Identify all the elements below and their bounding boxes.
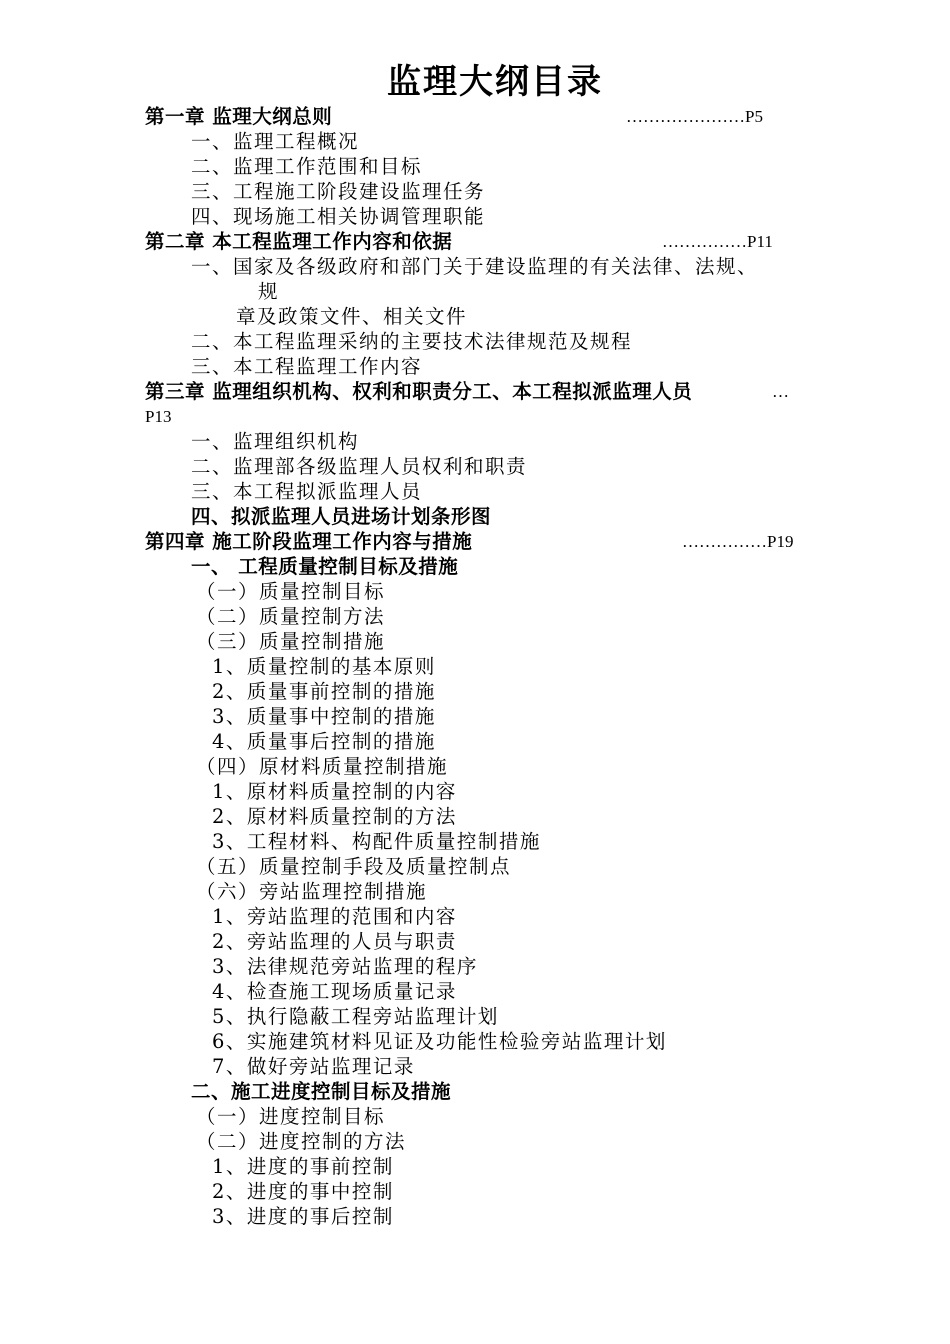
toc-chapter-1: 第一章 监理大纲总则 [145, 105, 333, 128]
toc-chapter-2-page: ……………P11 [662, 232, 773, 251]
toc-chapter-4: 第四章 施工阶段监理工作内容与措施 [145, 530, 473, 553]
toc-item: 二、本工程监理采纳的主要技术法律规范及规程 [191, 330, 633, 353]
toc-item: 1、旁站监理的范围和内容 [212, 905, 457, 928]
toc-section: 二、施工进度控制目标及措施 [191, 1080, 452, 1103]
toc-item: 6、实施建筑材料见证及功能性检验旁站监理计划 [212, 1030, 667, 1053]
toc-item: 一、国家及各级政府和部门关于建设监理的有关法律、法规、 [191, 255, 759, 278]
toc-item: 3、进度的事后控制 [212, 1205, 394, 1228]
toc-item: 2、旁站监理的人员与职责 [212, 930, 457, 953]
toc-item: 1、质量控制的基本原则 [212, 655, 436, 678]
toc-item: 四、现场施工相关协调管理职能 [191, 205, 486, 228]
toc-item: 4、质量事后控制的措施 [212, 730, 436, 753]
toc-section: 一、 工程质量控制目标及措施 [191, 555, 459, 578]
toc-item: 三、工程施工阶段建设监理任务 [191, 180, 486, 203]
toc-item: （四）原材料质量控制措施 [196, 755, 449, 778]
toc-chapter-2: 第二章 本工程监理工作内容和依据 [145, 230, 453, 253]
toc-item: 二、监理部各级监理人员权利和职责 [191, 455, 528, 478]
toc-item: 三、本工程监理工作内容 [191, 355, 423, 378]
toc-item: 3、质量事中控制的措施 [212, 705, 436, 728]
toc-item: 2、原材料质量控制的方法 [212, 805, 457, 828]
toc-item: （一）进度控制目标 [196, 1105, 386, 1128]
toc-item: 1、进度的事前控制 [212, 1155, 394, 1178]
toc-item: （六）旁站监理控制措施 [196, 880, 428, 903]
toc-chapter-3-page: P13 [145, 407, 172, 426]
toc-item: 规 [258, 280, 280, 303]
toc-item: （五）质量控制手段及质量控制点 [196, 855, 512, 878]
toc-chapter-3: 第三章 监理组织机构、权利和职责分工、本工程拟派监理人员 [145, 380, 693, 403]
toc-item: 2、质量事前控制的措施 [212, 680, 436, 703]
toc-item: 5、执行隐蔽工程旁站监理计划 [212, 1005, 499, 1028]
page-title: 监理大纲目录 [387, 62, 603, 102]
toc-chapter-1-page: …………………P5 [626, 107, 763, 126]
toc-item: 3、工程材料、构配件质量控制措施 [212, 830, 541, 853]
toc-item: 二、监理工作范围和目标 [191, 155, 423, 178]
toc-item: 2、进度的事中控制 [212, 1180, 394, 1203]
toc-item: 章及政策文件、相关文件 [236, 305, 468, 328]
toc-item: 3、法律规范旁站监理的程序 [212, 955, 478, 978]
toc-item: （二）质量控制方法 [196, 605, 386, 628]
toc-item: 四、拟派监理人员进场计划条形图 [191, 505, 492, 528]
toc-item: 1、原材料质量控制的内容 [212, 780, 457, 803]
toc-item: （二）进度控制的方法 [196, 1130, 407, 1153]
toc-item: 一、监理工程概况 [191, 130, 360, 153]
toc-chapter-4-page: ……………P19 [682, 532, 794, 551]
toc-item: （一）质量控制目标 [196, 580, 386, 603]
toc-item: 三、本工程拟派监理人员 [191, 480, 423, 503]
toc-item: 一、监理组织机构 [191, 430, 360, 453]
toc-item: 7、做好旁站监理记录 [212, 1055, 415, 1078]
toc-item: （三）质量控制措施 [196, 630, 386, 653]
toc-chapter-3-dots: … [772, 382, 789, 401]
toc-item: 4、检查施工现场质量记录 [212, 980, 457, 1003]
